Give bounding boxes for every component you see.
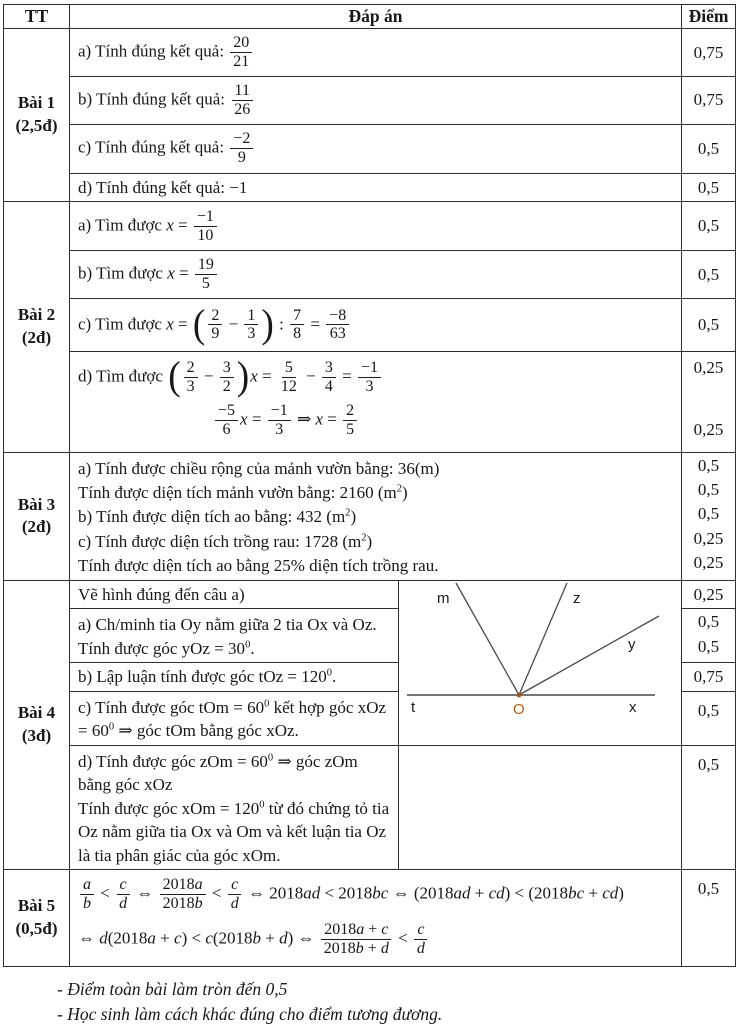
vertex-dot <box>517 693 522 698</box>
figure-label-z: z <box>573 589 581 607</box>
text-run: : <box>274 313 289 333</box>
answer-line <box>78 613 392 660</box>
text-run: = <box>257 366 276 386</box>
footer-note-1: - Điểm toàn bài làm tròn đến 0,5 <box>57 979 288 1000</box>
header-col-points: Điểm <box>682 5 736 29</box>
text-run: ⇒ góc zOm bằng góc xOz <box>78 751 358 795</box>
text-run: ⇒ góc tOm bằng góc xOz. <box>114 721 299 741</box>
figure-label-O: O <box>513 700 525 718</box>
section-title: Bài 1 <box>17 93 56 113</box>
text-run: d) Tính được góc zOm = 60 <box>78 751 268 771</box>
text-run: = <box>174 263 193 283</box>
answer-cell-bai2-r2 <box>70 251 682 299</box>
fraction: $\frac{20}{21}$ <box>230 34 252 71</box>
points-cell-bai3-r1 <box>682 452 736 580</box>
fraction: $\frac{11}{26}$ <box>231 82 253 119</box>
points-value: 0,5 <box>697 504 720 524</box>
text-run: a) Tính được chiều rộng của mảnh vườn bằng: 36(m) <box>78 458 440 478</box>
fraction: $\frac{7}{8}$ <box>290 307 304 344</box>
text-run: a) Ch/minh tia Oy nằm giữa 2 tia Ox và Oz. Tính được góc yOz = 30 <box>78 615 377 658</box>
text-run: − <box>199 366 218 386</box>
points-value: 0,5 <box>697 264 720 284</box>
answer-line <box>213 399 675 442</box>
points-cell-bai4-r2 <box>682 609 736 663</box>
section-label-bai1 <box>4 29 70 202</box>
fraction: $\frac{2}{9}$ <box>208 307 222 344</box>
points-cell-bai1-r1 <box>682 29 736 77</box>
text-run: kết hợp góc xOz = 60 <box>78 697 387 741</box>
points-value: 0,25 <box>693 552 724 572</box>
answer-cell-bai1-r1 <box>70 29 682 77</box>
math-run: x <box>315 409 323 429</box>
text-run: = <box>173 215 192 235</box>
ray-y <box>519 616 659 695</box>
section-title: Bài 5 <box>17 896 56 916</box>
answer-cell-bai5-r1 <box>70 870 682 967</box>
answer-line: c) Tìm được x = ( $\frac{2}{9}$ − $\frac{1}{3}$ ) : $\frac{7}{8}$ = $\frac{-8}{63}$ <box>78 304 675 347</box>
answer-line <box>78 583 392 607</box>
superscript: 0 <box>326 667 332 679</box>
answer-line <box>78 79 675 122</box>
answer-line <box>78 696 392 743</box>
section-label-bai3 <box>4 452 70 580</box>
text-run: < <box>96 883 115 903</box>
geometry-figure <box>399 581 680 722</box>
math-run: x <box>166 215 174 235</box>
points-value: 0,5 <box>697 315 720 335</box>
text-run: ⇒ <box>292 409 316 429</box>
text-run: b) Tìm được <box>78 263 168 283</box>
answer-cell-bai4-r1 <box>70 580 399 609</box>
answer-line <box>78 505 675 529</box>
points-value: 0,75 <box>693 42 724 62</box>
fraction: $\frac{a}{b}$ <box>80 876 94 913</box>
section-label-bai4 <box>4 580 70 870</box>
answer-cell-bai1-r4 <box>70 173 682 202</box>
answer-key-table <box>3 4 736 967</box>
header-col-answer: Đáp án <box>70 5 682 29</box>
points-cell-bai2-r3 <box>682 298 736 351</box>
points-cell-bai4-r3 <box>682 663 736 692</box>
superscript: 0 <box>245 639 251 651</box>
figure-label-x: x <box>629 698 637 716</box>
fraction: $\frac{5}{12}$ <box>280 358 297 395</box>
answer-cell-bai3-r1 <box>70 452 682 580</box>
points-cell-bai1-r4 <box>682 173 736 202</box>
ray-z <box>519 583 567 695</box>
fraction: $\frac{-8}{63}$ <box>326 307 349 344</box>
section-label-bai5 <box>4 870 70 967</box>
text-run: ) <box>366 531 373 551</box>
section-title: Bài 2 <box>17 305 56 325</box>
answer-cell-bai4-r4 <box>70 691 399 745</box>
text-run: Vẽ hình đúng đến câu a) <box>78 584 245 604</box>
text-run: ⇔ <box>132 883 158 903</box>
answer-line <box>78 919 675 964</box>
superscript: 0 <box>108 721 115 733</box>
section-points-total: (2đ) <box>21 328 52 348</box>
text-run: b) Lập luận tính được góc tOz = 120 <box>78 667 327 687</box>
answer-line <box>78 31 675 74</box>
header-col-tt: TT <box>4 5 70 29</box>
text-run: = <box>306 313 325 333</box>
superscript: 2 <box>396 483 403 495</box>
fraction: $\frac{1}{3}$ <box>244 307 258 344</box>
answer-line: d) Tìm được ( $\frac{2}{3}$ − $\frac{3}{2}$ )x = $\frac{5}{12}$ − $\frac{3}{4}$ = $\frac{-1}{3}$ <box>78 356 675 399</box>
points-value: 0,5 <box>697 879 720 899</box>
superscript: 2 <box>361 531 367 543</box>
points-value: 0,5 <box>697 216 720 236</box>
text-run: = <box>247 409 266 429</box>
answer-cell-bai2-r3 <box>70 298 682 351</box>
text-run: từ đó chứng tỏ tia Oz nằm giữa tia Ox và Om và kết luận tia Oz là tia phân giác của góc xOm. <box>78 798 390 865</box>
points-value: 0,5 <box>697 455 720 475</box>
answer-line <box>78 665 392 689</box>
fraction: $\frac{3}{2}$ <box>220 359 234 396</box>
answer-line <box>78 874 675 919</box>
answer-cell-bai4-r2 <box>70 609 399 663</box>
text-run: = <box>323 409 342 429</box>
answer-line <box>78 554 675 578</box>
superscript: 0 <box>264 698 270 710</box>
text-run: d) Tìm được <box>78 366 168 386</box>
superscript: 2 <box>345 507 351 519</box>
text-run: Tính được diện tích ao bằng 25% diện tích trồng rau. <box>78 555 439 575</box>
answer-line <box>78 797 392 868</box>
answer-cell-bai2-r4 <box>70 351 682 452</box>
answer-cell-bai2-r1 <box>70 202 682 251</box>
superscript: 0 <box>259 799 265 811</box>
answer-line <box>78 530 675 554</box>
text-run: a) Tìm được <box>78 215 167 235</box>
points-cell-bai4-r4 <box>682 691 736 745</box>
answer-cell-bai4-r5 <box>70 745 399 870</box>
figure-label-t: t <box>411 698 416 716</box>
footer-notes <box>57 977 737 1028</box>
text-run: c) Tìm được <box>78 313 167 333</box>
text-run: < <box>207 883 226 903</box>
fraction: $\frac{2}{3}$ <box>184 359 198 396</box>
footer-note-2: - Học sinh làm cách khác đúng cho điểm tương đương. <box>57 1004 443 1025</box>
section-title: Bài 4 <box>17 703 56 723</box>
fraction: $\frac{c}{d}$ <box>116 876 130 913</box>
section-points-total: (2đ) <box>21 517 52 537</box>
text-run: c) Tính được góc tOm = 60 <box>78 697 265 717</box>
points-value: 0,5 <box>697 177 720 197</box>
fraction: $\frac{c}{d}$ <box>414 921 428 958</box>
math-run: ⇔ d(2018a + c) < c(2018b + d) ⇔ <box>78 928 319 948</box>
text-run: . <box>250 638 255 658</box>
answer-cell-bai1-r3 <box>70 124 682 173</box>
points-value: 0,5 <box>697 700 720 720</box>
figure-label-m: m <box>437 589 450 607</box>
points-cell-bai2-r2 <box>682 251 736 299</box>
superscript: 0 <box>267 752 274 764</box>
section-points-total: (3đ) <box>21 726 52 746</box>
empty-cell <box>399 745 682 870</box>
text-run: c) Tính được diện tích trồng rau: 1728 (m <box>78 531 362 551</box>
page <box>0 4 737 1025</box>
fraction: $\frac{2}{5}$ <box>343 402 357 439</box>
points-cell-bai5-r1 <box>682 870 736 967</box>
text-run: Tính được góc xOm = 120 <box>78 798 260 818</box>
math-run: ⇔ 2018ad < 2018bc ⇔ (2018ad + cd) < (2018bc + cd) <box>243 883 624 903</box>
text-run: a) Tính đúng kết quả: <box>78 41 229 61</box>
text-run: − <box>224 313 243 333</box>
points-value: 0,75 <box>693 667 724 687</box>
answer-line <box>78 127 675 170</box>
answer-cell-bai4-r3 <box>70 663 399 692</box>
text-run: ) <box>402 483 408 503</box>
text-run: Tính được diện tích mảnh vườn bằng: 2160 (m <box>78 483 397 503</box>
points-value: 0,5 <box>697 138 720 158</box>
text-run: d) Tính đúng kết quả: −1 <box>78 177 248 197</box>
fraction: $\frac{-1}{3}$ <box>358 359 381 396</box>
points-value: 0,25 <box>693 528 724 548</box>
points-cell-bai2-r1 <box>682 202 736 251</box>
points-cell-bai4-r1 <box>682 580 736 609</box>
text-run: ) <box>350 507 357 527</box>
text-run: b) Tính đúng kết quả: <box>78 89 230 109</box>
fraction: $\frac{2018a}{2018b}$ <box>160 876 206 913</box>
points-cell-bai4-r5 <box>682 745 736 870</box>
fraction: $\frac{-1}{3}$ <box>268 402 291 439</box>
points-value: 0,5 <box>697 754 720 774</box>
text-run: = <box>337 366 357 386</box>
math-run: x <box>167 263 175 283</box>
fraction: $\frac{-5}{6}$ <box>215 402 238 439</box>
answer-line <box>78 176 675 200</box>
math-run: x <box>250 366 258 386</box>
points-value: 0,25 <box>693 357 724 377</box>
answer-cell-bai1-r2 <box>70 76 682 124</box>
points-value: 0,25 <box>693 420 724 440</box>
section-label-bai2 <box>4 202 70 453</box>
points-value: 0,5 <box>697 480 720 500</box>
answer-line <box>78 253 675 296</box>
points-value: 0,25 <box>693 584 724 604</box>
math-run: x <box>166 313 174 333</box>
text-run: < <box>393 928 412 948</box>
fraction: $\frac{2018a + c}{2018b + d}$ <box>321 921 392 958</box>
fraction: $\frac{c}{d}$ <box>228 876 242 913</box>
fraction: $\frac{19}{5}$ <box>195 256 217 293</box>
section-points-total: (0,5đ) <box>15 919 58 939</box>
points-cell-bai2-r4 <box>682 351 736 452</box>
figure-label-y: y <box>628 635 636 653</box>
text-run: − <box>301 366 320 386</box>
ray-m <box>456 583 519 695</box>
points-value: 0,5 <box>697 612 720 632</box>
table-header-row <box>4 5 736 29</box>
points-value: 0,75 <box>693 90 724 110</box>
text-run: = <box>173 313 192 333</box>
fraction: $\frac{3}{4}$ <box>322 359 336 396</box>
answer-line <box>78 457 675 481</box>
text-run: . <box>332 667 337 687</box>
fraction: $\frac{-1}{10}$ <box>194 208 217 245</box>
math-run: x <box>240 409 248 429</box>
answer-line <box>78 205 675 248</box>
geometry-figure-cell <box>399 580 682 745</box>
text-run: c) Tính đúng kết quả: <box>78 137 229 157</box>
fraction: $\frac{-2}{9}$ <box>230 130 253 167</box>
section-title: Bài 3 <box>17 494 56 514</box>
section-points-total: (2,5đ) <box>15 116 58 136</box>
points-value: 0,5 <box>697 636 720 656</box>
text-run: b) Tính được diện tích ao bằng: 432 (m <box>78 507 346 527</box>
points-cell-bai1-r2 <box>682 76 736 124</box>
answer-line <box>78 750 392 797</box>
answer-line <box>78 481 675 505</box>
points-cell-bai1-r3 <box>682 124 736 173</box>
